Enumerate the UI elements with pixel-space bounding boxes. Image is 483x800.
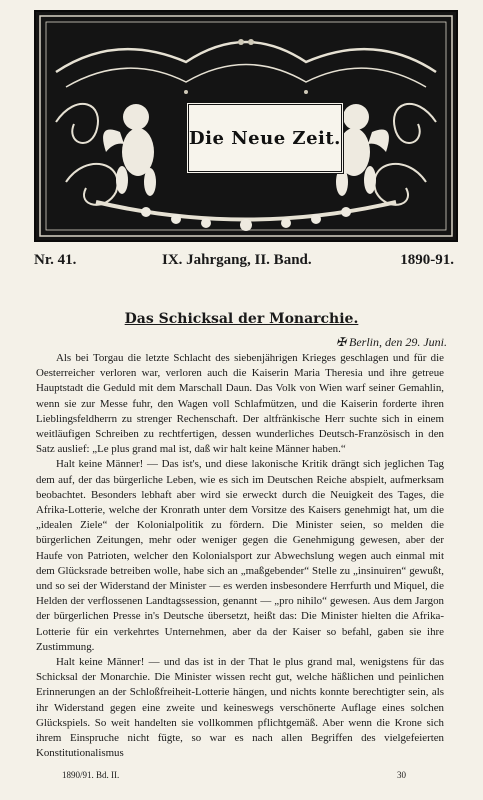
paragraph: Als bei Torgau die letzte Schlacht des siebenjährigen Krieges geschlagen und für die Oesterreicher verloren war, verloren auch die Kaiserin Maria Theresia und ihre getreue Hauptstadt die Geduld mit dem Marschall Daun. Das Volk von Wien warf seiner Gemahlin, wenn sie zur Messe fuhr, den Wagen voll Schlafmützen, und die Kaiserin forderte ihren Lieblingsfeldherrn zu strenger Rechenschaft. Der altfränkische Herr suchte sich in einem weitläufigen Schreiben zu rechtfertigen, dessen wunderliches Deutsch-Französisch in den Satz auslief: „Le plus grand mal ist, daß wir halt keine Männer haben.“	[36, 352, 444, 456]
paragraph: Halt keine Männer! — und das ist in der That le plus grand mal, wenigstens für das Schicksal der Monarchie. Die Minister wissen recht gut, welche häßlichen und peinlichen Erinnerungen an der Schloßfreiheit-Lotterie hängen, und nichts konnte berechtigter sein, als ihr Widerstand gegen eine zweite und keineswegs verschönerte Auflage eines solchen Glückspiels. So weit handelten sie vollkommen pflichtgemäß. Aber wenn die Krone sich ihrem Einspruche nicht fügte, so war es nach allen Begriffen des vielgefeierten Konstitutionalismus	[36, 656, 444, 760]
publication-title: Die Neue Zeit.	[189, 127, 341, 149]
issue-volume: IX. Jahrgang, II. Band.	[162, 252, 312, 268]
issue-number: Nr. 41.	[34, 252, 77, 268]
footer-signature: 1890/91. Bd. II.	[62, 770, 120, 780]
issue-line	[34, 252, 454, 274]
article-title: Das Schicksal der Monarchie.	[124, 311, 359, 327]
cherub-left	[103, 104, 156, 196]
masthead-ornament	[34, 10, 458, 242]
article-body	[36, 351, 444, 761]
page-number: 30	[397, 770, 406, 780]
issue-year: 1890-91.	[400, 252, 454, 268]
article-dateline: ✠ Berlin, den 29. Juni.	[335, 335, 447, 349]
page-footer	[36, 770, 444, 784]
paragraph: Halt keine Männer! — Das ist's, und diese lakonische Kritik drängt sich jeglichen Tag dem auf, der das bürgerliche Leben, wie es sich im Deutschen Reiche abspielt, aufmerksam beobachtet. Besonders lebhaft aber wird sie erweckt durch die Neuigkeit des Tages, die Afrika-Lotterie, welche der Kronrath unter dem Vorsitze des Kaisers genehmigt hat, um die „idealen Ziele“ der Kolonialpolitik zu fördern. Die Minister seien, so melden die bürgerlichen Zeitungen, mehr oder weniger gegen die Genehmigung gewesen, aber der Haufe von Patrioten, welcher den Kolonialsport zur Abwechslung wegen auch einmal mit dem Glücksrade betreiben wolle, habe sich an „maßgebender“ Stelle zu „insinuiren“ gewußt, und so sei der Widerstand der Minister — es werden insbesondere Herrfurth und Miquel, die Helden der verflossenen Landtagssession, genannt — „pro nihilo“ gewesen. Aus dem Jargon der bürgerlichen Presse in's Deutsche übersetzt, heißt das: Die Minister hielten die Afrika-Lotterie für ein verkehrtes Unternehmen, aber da der Kaiser so befahl, gaben sie ihre Zustimmung.	[36, 458, 444, 653]
title-plate	[186, 102, 344, 174]
